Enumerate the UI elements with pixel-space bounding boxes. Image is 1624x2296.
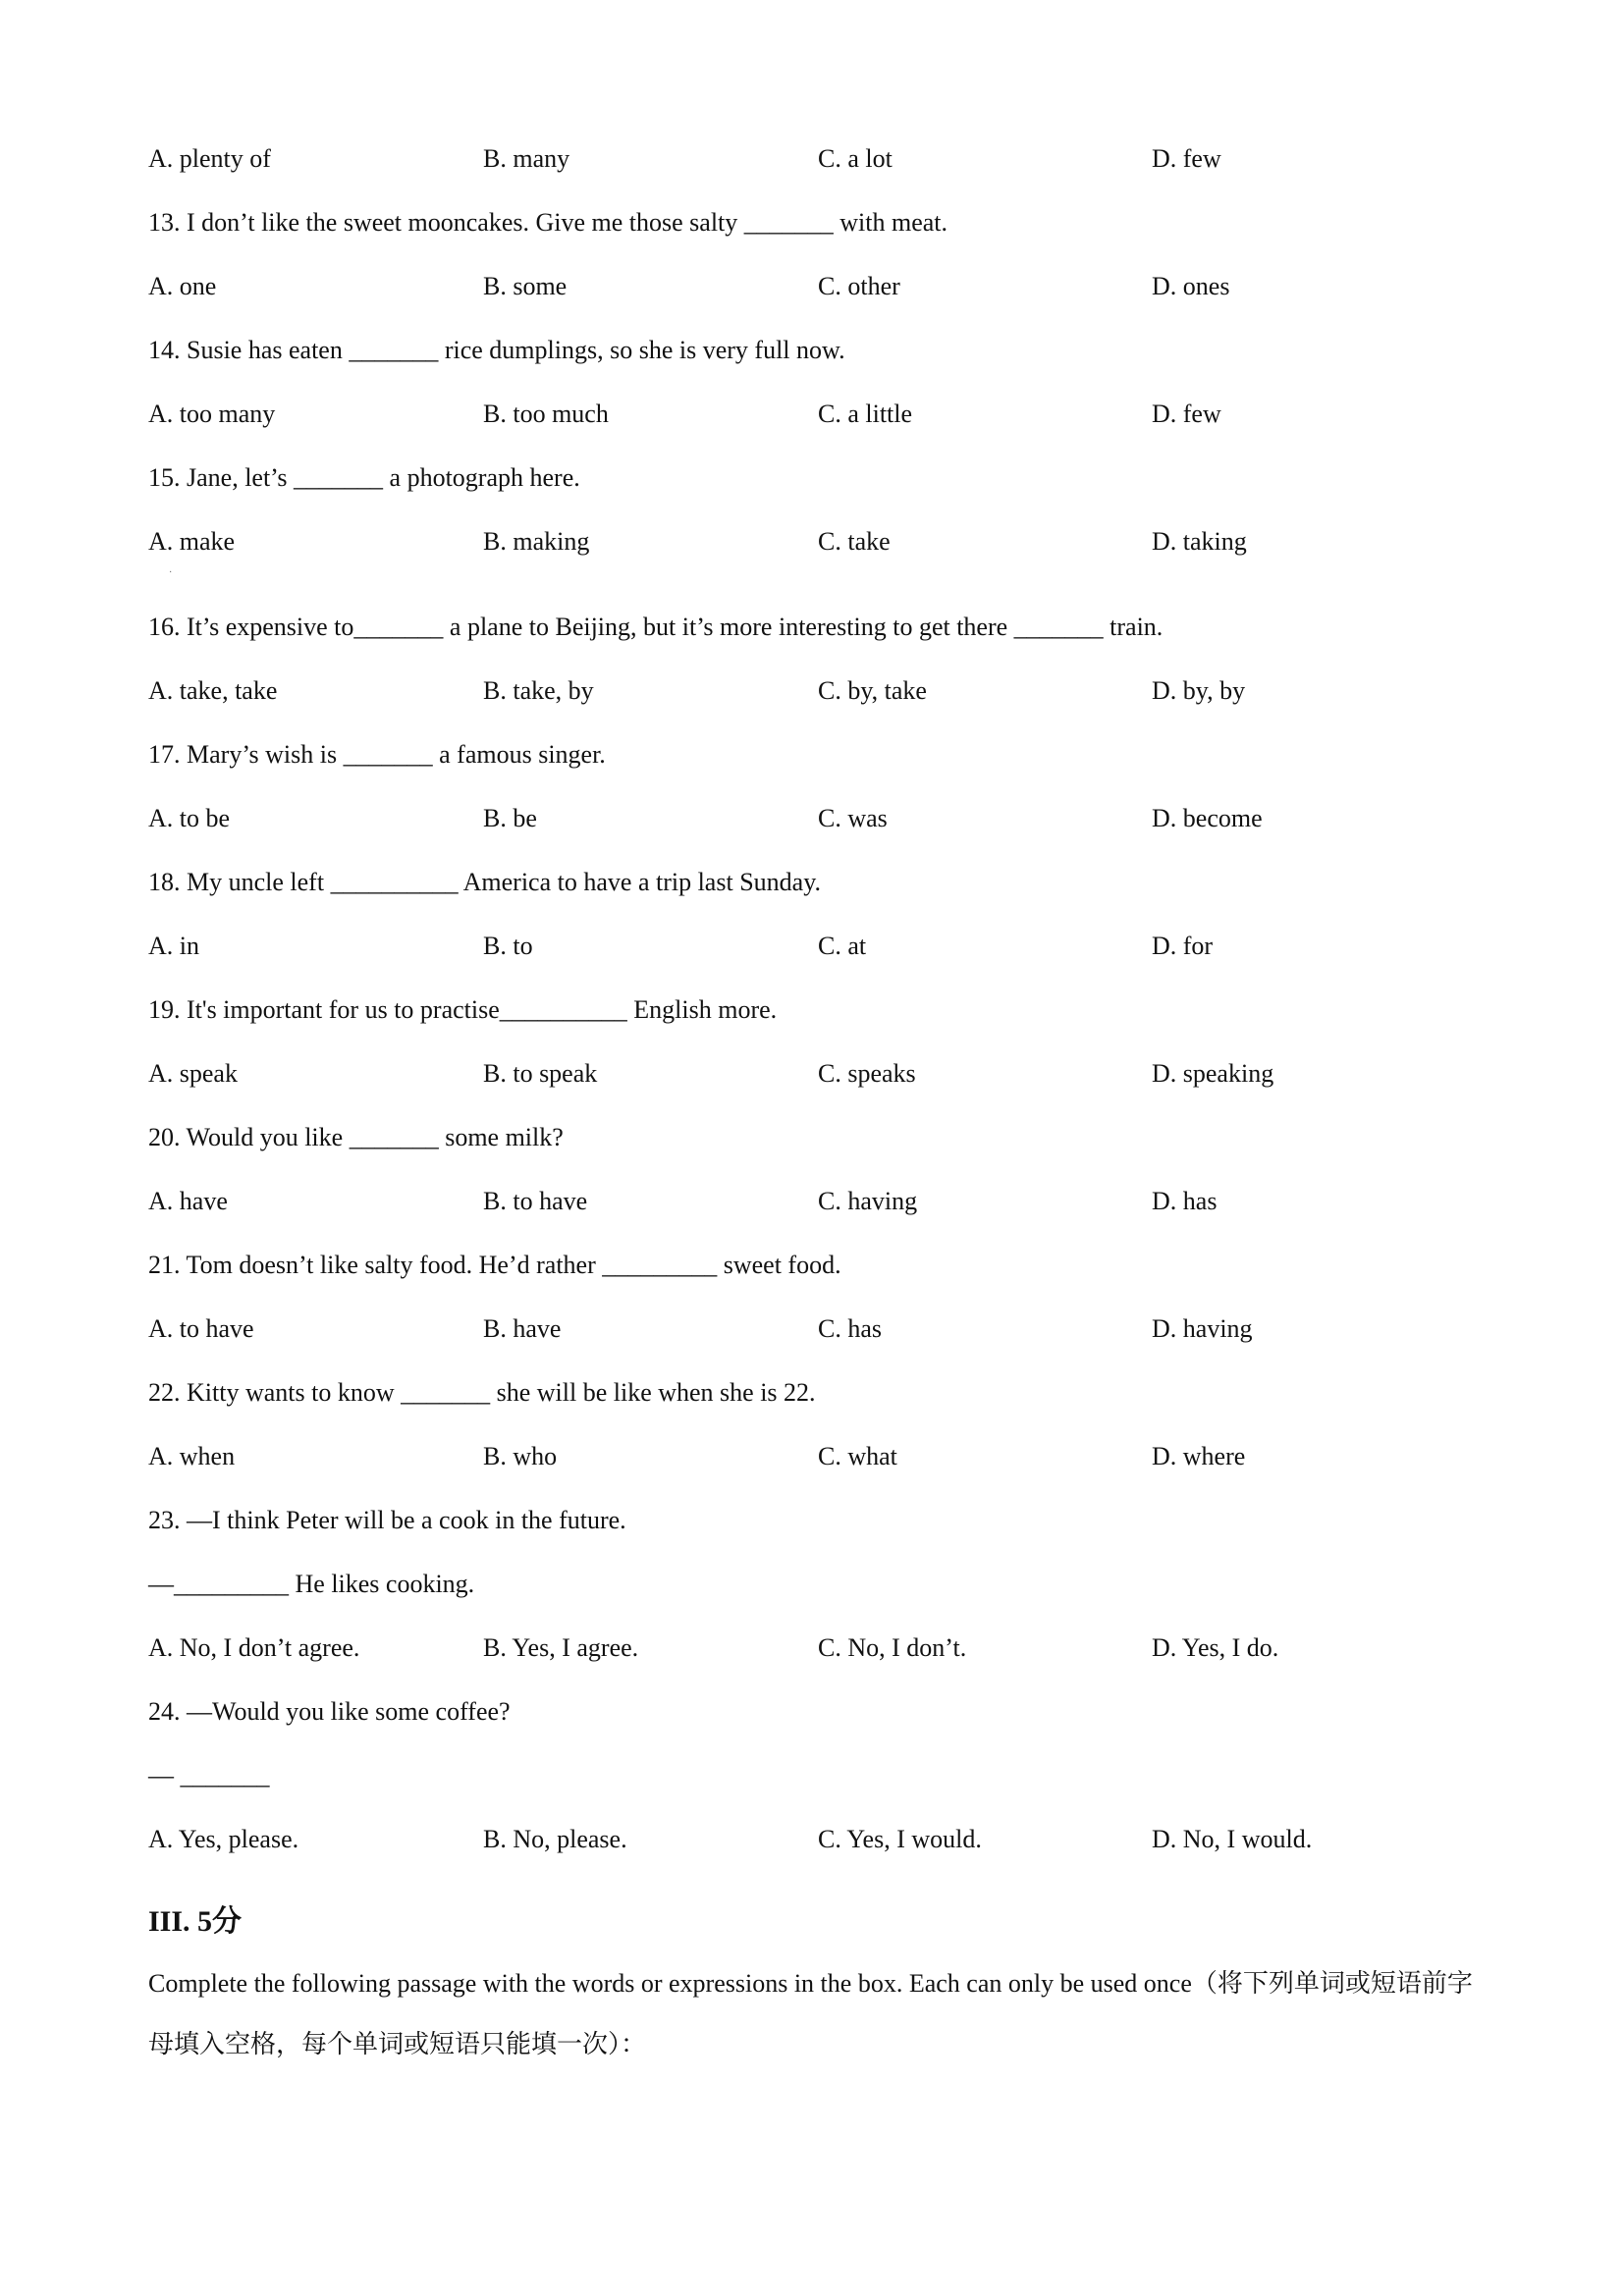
question-stem: 18. My uncle left __________ America to have a trip last Sunday. — [148, 868, 822, 896]
option-c: C. other — [818, 272, 900, 300]
option-c: C. Yes, I would. — [818, 1825, 982, 1853]
stray-mark: · — [169, 567, 173, 578]
option-d: D. for — [1152, 932, 1214, 960]
option-a: A. to be — [148, 804, 231, 832]
section-instruction: Complete the following passage with the words or expressions in the box. Each can only be used once（将下列单词或短语前字母填入空格，每个单词或短语只能填一次）： — [148, 1969, 1473, 2058]
option-a: A. when — [148, 1442, 236, 1470]
option-c: C. by, take — [818, 676, 927, 705]
option-a: A. speak — [148, 1059, 238, 1088]
option-a: A. to have — [148, 1314, 254, 1343]
option-d: D. by, by — [1152, 676, 1246, 705]
question-stem: — _______ — [148, 1761, 270, 1789]
section-title: III. 5分 — [148, 1905, 243, 1938]
option-c: C. was — [818, 804, 888, 832]
option-b: B. be — [483, 804, 537, 832]
option-c: C. speaks — [818, 1059, 916, 1088]
option-a: A. in — [148, 932, 199, 960]
option-d: D. having — [1152, 1314, 1253, 1343]
option-a: A. one — [148, 272, 217, 300]
question-stem: 17. Mary’s wish is _______ a famous singer. — [148, 740, 606, 769]
option-b: B. No, please. — [483, 1825, 627, 1853]
question-stem: 21. Tom doesn’t like salty food. He’d rather _________ sweet food. — [148, 1251, 841, 1279]
option-a: A. take, take — [148, 676, 278, 705]
option-a: A. make — [148, 527, 236, 556]
option-b: B. Yes, I agree. — [483, 1633, 639, 1662]
question-stem: 22. Kitty wants to know _______ she will be like when she is 22. — [148, 1378, 816, 1407]
option-b: B. some — [483, 272, 568, 300]
option-a: A. too many — [148, 400, 276, 428]
question-stem: 13. I don’t like the sweet mooncakes. Give me those salty _______ with meat. — [148, 208, 948, 237]
question-stem: 14. Susie has eaten _______ rice dumplings, so she is very full now. — [148, 336, 845, 364]
option-d: D. speaking — [1152, 1059, 1274, 1088]
option-b: B. too much — [483, 400, 609, 428]
option-d: D. few — [1152, 400, 1221, 428]
option-a: A. have — [148, 1187, 228, 1215]
question-stem: 15. Jane, let’s _______ a photograph here. — [148, 463, 580, 492]
option-c: C. a lot — [818, 144, 893, 173]
option-c: C. has — [818, 1314, 882, 1343]
option-a: A. No, I don’t agree. — [148, 1633, 360, 1662]
option-d: D. where — [1152, 1442, 1246, 1470]
option-b: B. to — [483, 932, 533, 960]
option-c: C. take — [818, 527, 891, 556]
option-b: B. have — [483, 1314, 562, 1343]
option-a: A. plenty of — [148, 144, 271, 173]
option-c: C. a little — [818, 400, 913, 428]
option-d: D. No, I would. — [1152, 1825, 1313, 1853]
question-stem: —_________ He likes cooking. — [148, 1570, 475, 1598]
option-c: C. No, I don’t. — [818, 1633, 967, 1662]
option-d: D. taking — [1152, 527, 1247, 556]
option-b: B. who — [483, 1442, 558, 1470]
option-d: D. ones — [1152, 272, 1230, 300]
option-d: D. become — [1152, 804, 1263, 832]
question-stem: 20. Would you like _______ some milk? — [148, 1123, 564, 1151]
option-c: C. at — [818, 932, 867, 960]
question-stem: 16. It’s expensive to_______ a plane to Beijing, but it’s more interesting to get there _______ train. — [148, 613, 1164, 641]
option-c: C. having — [818, 1187, 918, 1215]
option-d: D. Yes, I do. — [1152, 1633, 1279, 1662]
option-b: B. to have — [483, 1187, 588, 1215]
option-a: A. Yes, please. — [148, 1825, 299, 1853]
option-b: B. to speak — [483, 1059, 598, 1088]
question-stem: 24. —Would you like some coffee? — [148, 1697, 511, 1726]
option-d: D. few — [1152, 144, 1221, 173]
option-c: C. what — [818, 1442, 897, 1470]
option-b: B. making — [483, 527, 590, 556]
option-b: B. take, by — [483, 676, 594, 705]
question-stem: 23. —I think Peter will be a cook in the future. — [148, 1506, 626, 1534]
option-d: D. has — [1152, 1187, 1218, 1215]
question-stem: 19. It's important for us to practise__________ English more. — [148, 995, 778, 1024]
option-b: B. many — [483, 144, 570, 173]
